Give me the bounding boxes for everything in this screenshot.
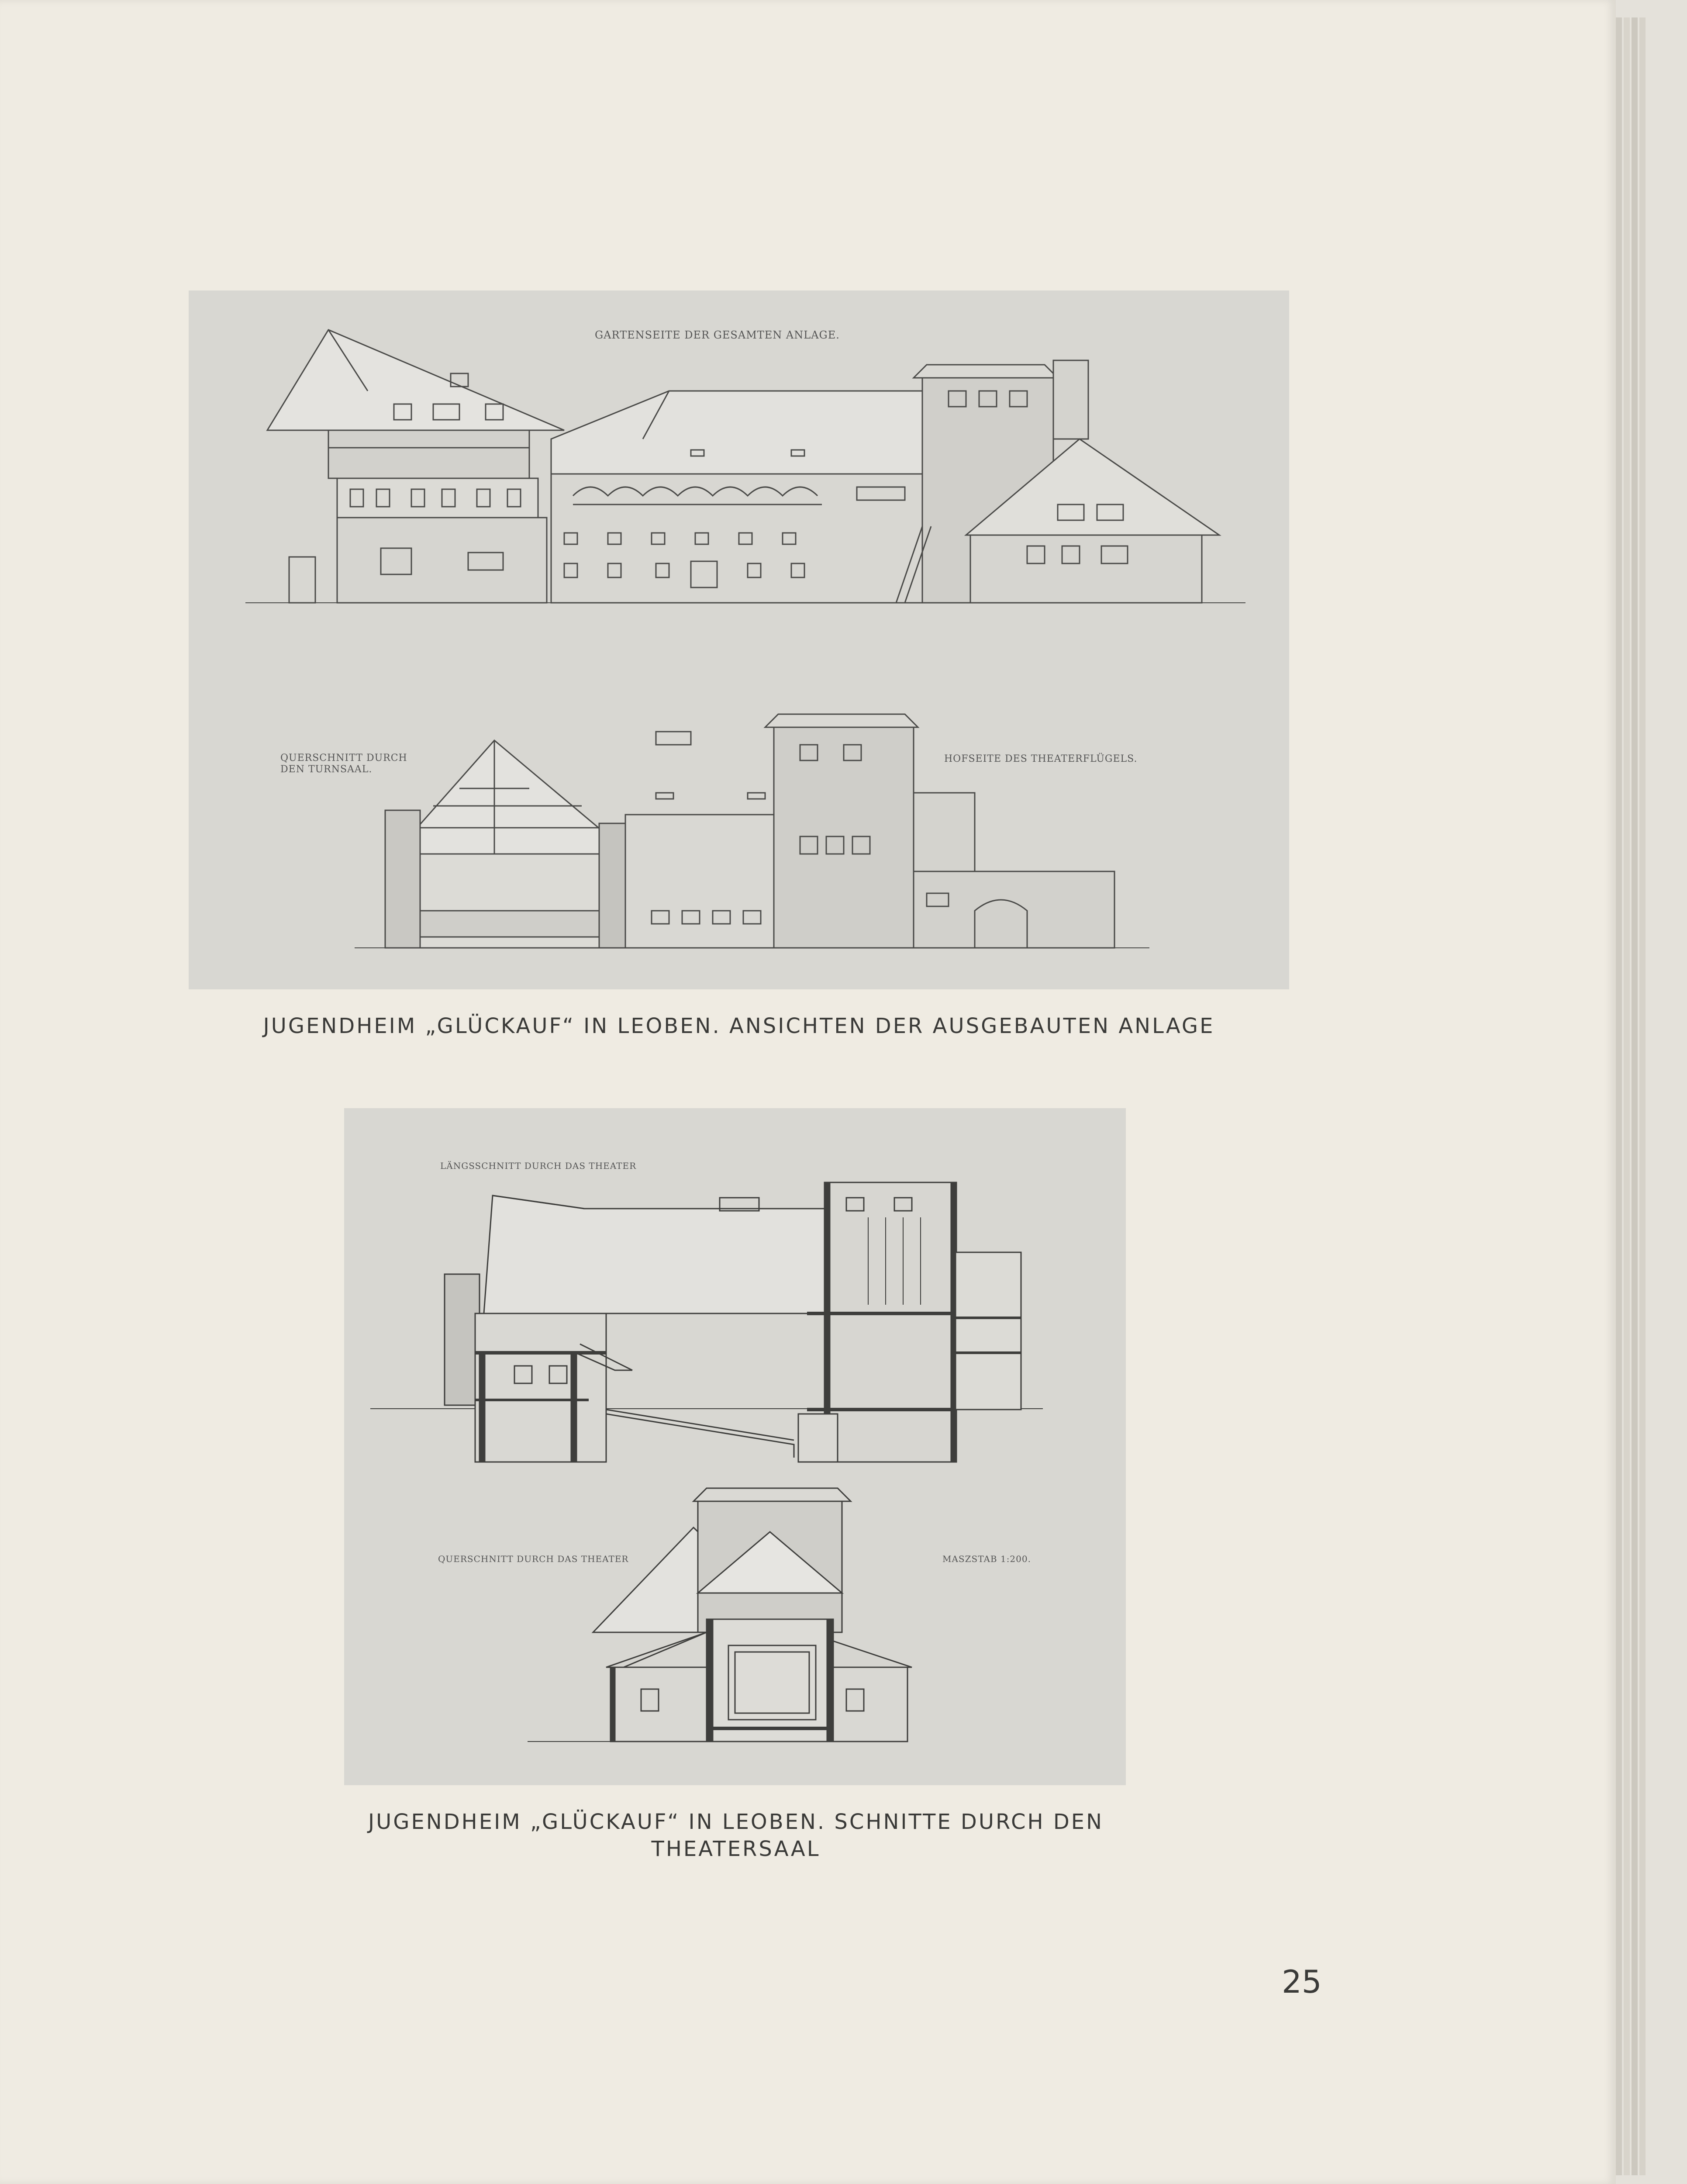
drawing-title-longitudinal-section: LÄNGSSCHNITT DURCH DAS THEATER [440, 1161, 637, 1171]
drawing-plate-elevations [189, 290, 1289, 989]
drawing-plate-sections [344, 1108, 1126, 1785]
caption-elevations: JUGENDHEIM „GLÜCKAUF“ IN LEOBEN. ANSICHTEN DER AUSGEBAUTEN ANLAGE [263, 1014, 1215, 1038]
drawing-label-cross-section: QUERSCHNITT DURCH DEN TURNSAAL. [280, 753, 407, 775]
page-edge [1639, 17, 1646, 2175]
caption-sections-line1: JUGENDHEIM „GLÜCKAUF“ IN LEOBEN. SCHNITTE DURCH DEN [368, 1810, 1104, 1834]
page-edge [1632, 17, 1638, 2175]
page-edge [1616, 17, 1622, 2175]
page-edge [1624, 17, 1630, 2175]
drawing-label-courtyard-side: HOFSEITE DES THEATERFLÜGELS. [944, 753, 1138, 764]
drawing-title-garden-side: GARTENSEITE DER GESAMTEN ANLAGE. [595, 329, 840, 341]
page-number: 25 [1282, 1963, 1322, 2000]
elevation-drawings [189, 290, 1289, 989]
drawing-label-theatre-cross-section: QUERSCHNITT DURCH DAS THEATER [438, 1554, 629, 1564]
caption-sections-line2: THEATERSAAL [651, 1837, 821, 1861]
section-drawings [344, 1108, 1126, 1785]
drawing-label-scale: MASZSTAB 1:200. [942, 1554, 1031, 1564]
